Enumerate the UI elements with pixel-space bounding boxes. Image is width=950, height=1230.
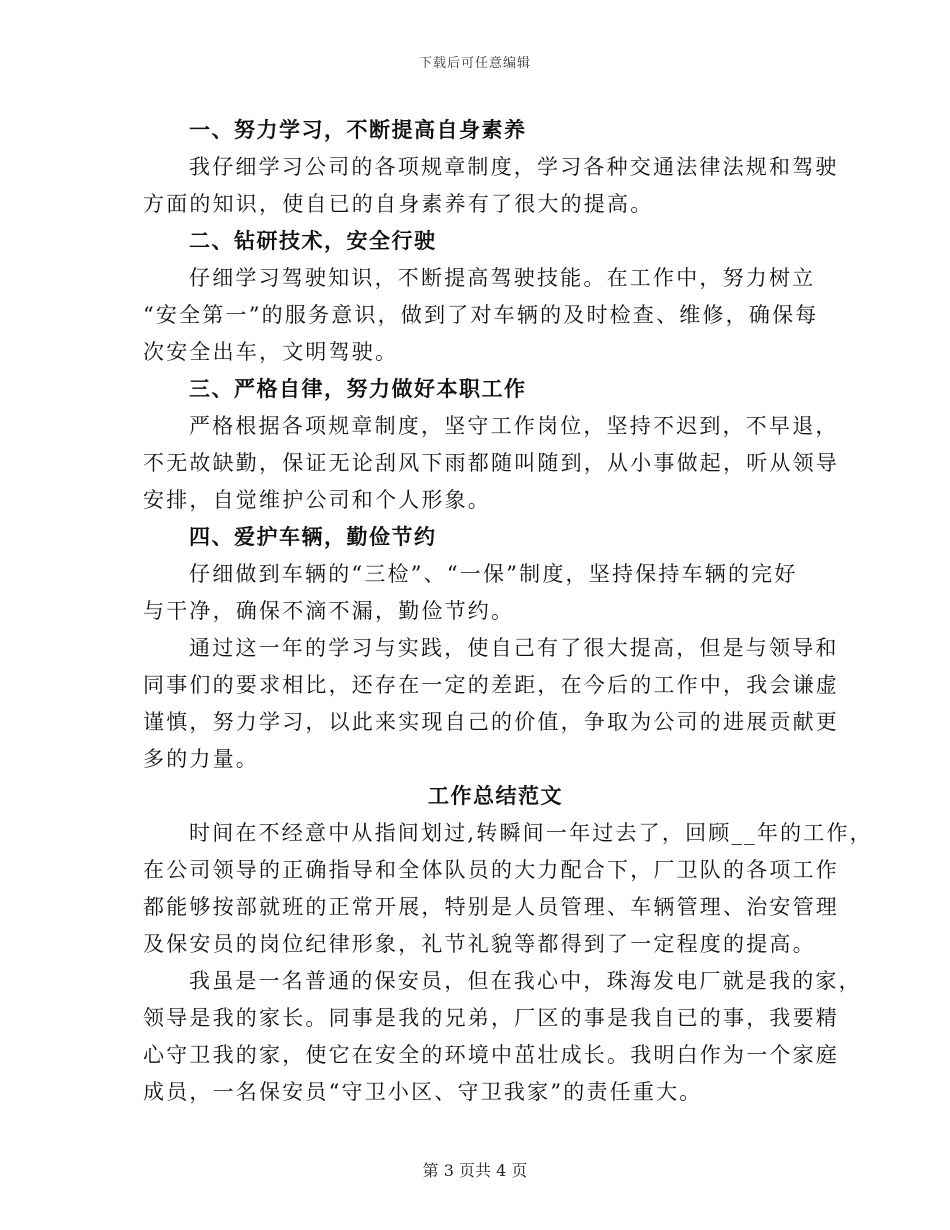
section-heading: 三、严格自律，努力做好本职工作 — [189, 377, 527, 401]
paragraph-line: 严格根据各项规章制度，坚守工作岗位，坚持不迟到，不早退， — [189, 414, 839, 438]
paragraph-line: 谨慎，努力学习，以此来实现自己的价值，争取为公司的进展贡献更 — [143, 710, 839, 734]
paragraph-line: 方面的知识，使自已的自身素养有了很大的提高。 — [143, 192, 654, 216]
document-title: 工作总结范文 — [428, 784, 563, 808]
page-number: 第 3 页共 4 页 — [422, 1161, 528, 1180]
paragraph-line: 领导是我的家长。同事是我的兄弟，厂区的事是我自已的事，我要精 — [143, 1006, 839, 1030]
paragraph-line: 时间在不经意中从指间划过,转瞬间一年过去了，回顾__年的工作， — [189, 821, 873, 845]
paragraph-line: 在公司领导的正确指导和全体队员的大力配合下，厂卫队的各项工作 — [143, 858, 839, 882]
paragraph-line: “安全第一”的服务意识，做到了对车辆的及时检查、维修，确保每 — [143, 303, 819, 327]
section-heading: 二、钻研技术，安全行驶 — [189, 229, 437, 253]
paragraph-line: 都能够按部就班的正常开展，特别是人员管理、车辆管理、治安管理 — [143, 895, 839, 919]
section-heading: 一、努力学习，不断提高自身素养 — [189, 118, 527, 142]
paragraph-line: 我仔细学习公司的各项规章制度，学习各种交通法律法规和驾驶 — [189, 155, 839, 179]
paragraph-line: 仔细做到车辆的“三检”、“一保”制度，坚持保持车辆的完好 — [189, 562, 798, 586]
paragraph-line: 次安全出车，文明驾驶。 — [143, 340, 399, 364]
paragraph-line: 通过这一年的学习与实践，使自己有了很大提高，但是与领导和 — [189, 636, 839, 660]
paragraph-line: 及保安员的岗位纪律形象，礼节礼貌等都得到了一定程度的提高。 — [143, 932, 816, 956]
section-heading: 四、爱护车辆，勤俭节约 — [189, 525, 437, 549]
paragraph-line: 安排，自觉维护公司和个人形象。 — [143, 488, 491, 512]
paragraph-line: 仔细学习驾驶知识，不断提高驾驶技能。在工作中，努力树立 — [189, 266, 816, 290]
paragraph-line: 心守卫我的家，使它在安全的环境中茁壮成长。我明白作为一个家庭 — [143, 1043, 839, 1067]
paragraph-line: 与干净，确保不滴不漏，勤俭节约。 — [143, 599, 515, 623]
paragraph-line: 我虽是一名普通的保安员，但在我心中，珠海发电厂就是我的家， — [189, 969, 862, 993]
paragraph-line: 多的力量。 — [143, 747, 259, 771]
paragraph-line: 同事们的要求相比，还存在一定的差距，在今后的工作中，我会谦虚 — [143, 673, 839, 697]
paragraph-line: 不无故缺勤，保证无论刮风下雨都随叫随到，从小事做起，听从领导 — [143, 451, 839, 475]
document-body — [143, 112, 873, 1111]
page-header: 下载后可任意编辑 — [418, 56, 531, 71]
paragraph-line: 成员，一名保安员“守卫小区、守卫我家”的责任重大。 — [143, 1080, 703, 1104]
